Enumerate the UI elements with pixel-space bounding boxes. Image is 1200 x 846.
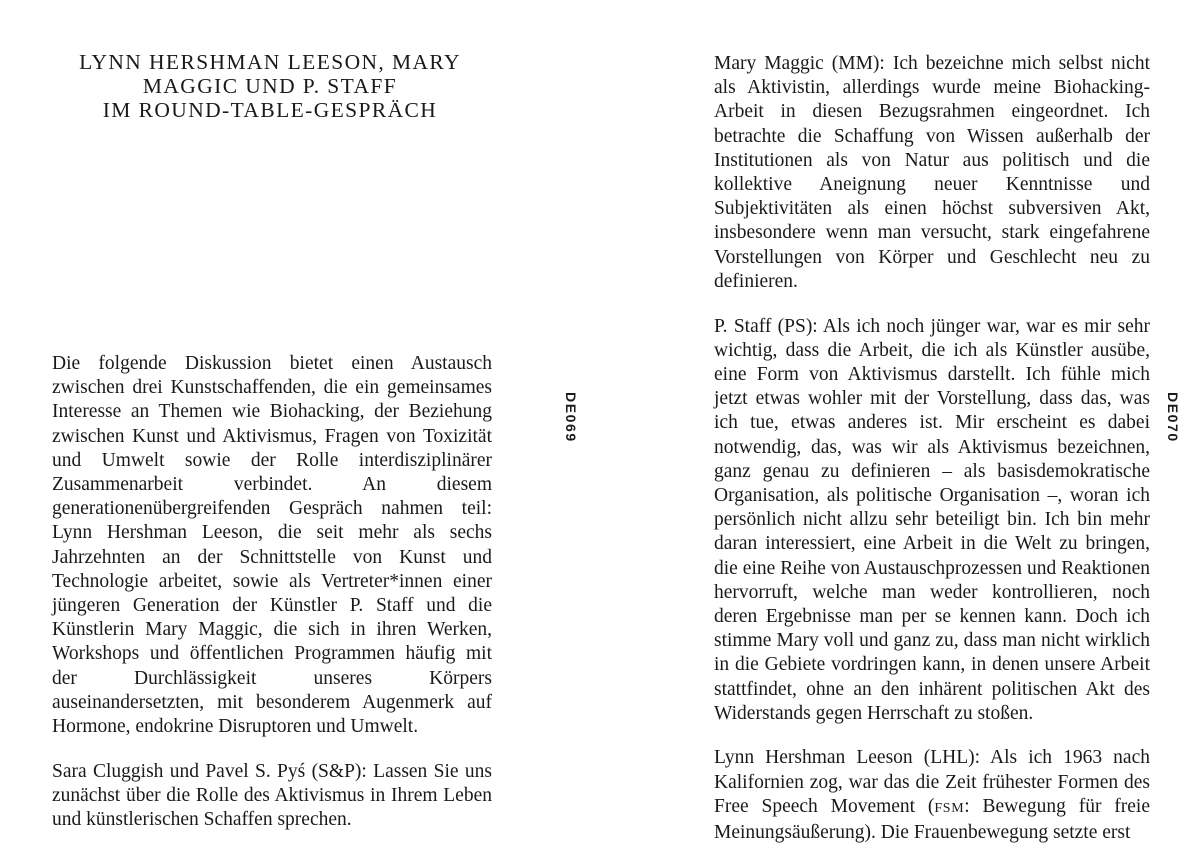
answer-paragraph-ps: P. Staff (PS): Als ich noch jünger war, war es mir sehr wichtig, dass die Arbeit, die ich als Künstler ausübe, eine Form von Aktivismus darstellt. Ich fühle mich jetzt etwas wohler mit der Vorstellung, dass das, was ich tue, etwas anderes ist. Mir erscheint es dabei notwendig, das, was wir als Aktivismus bezeichnen, ganz genau zu definieren – als basisdemokratische Organisation, als politische Organisation –, woran ich persönlich nicht allzu sehr beteiligt bin. Ich bin mehr daran interessiert, eine Arbeit in die Welt zu bringen, die eine Reihe von Austauschprozessen und Reaktionen hervorruft, welche man weder kontrollieren, noch deren Ergebnisse man per se kennen kann. Doch ich stimme Mary voll und ganz zu, dass man nicht wirklich in die Gebiete vordringen kann, in denen unsere Arbeit stattfindet, ohne an den inhärent politischen Akt des Widerstands gegen Herrschaft zu stoßen. [714,315,1150,724]
title-line: MAGGIC UND P. STAFF [142,74,398,98]
title-line: IM ROUND-TABLE-GESPRÄCH [102,98,438,122]
page-number-right: DE070 [1165,392,1181,443]
abbreviation-fsm: FSM [934,800,965,816]
interview-text [714,52,1150,845]
intro-paragraph: Die folgende Diskussion bietet einen Austausch zwischen drei Kunstschaffenden, die ein gemeinsames Interesse an Themen wie Biohacking, der Beziehung zwischen Kunst und Aktivismus, Fragen von Toxizität und Umwelt sowie der Rolle interdisziplinärer Zusammenarbeit verbindet. An diesem generationenübergreifenden Gespräch nahmen teil: Lynn Hershman Leeson, die seit mehr als sechs Jahrzehnten an der Schnittstelle von Kunst und Technologie arbeitet, sowie als Vertreter*innen einer jüngeren Generation der Künstler P. Staff und die Künstlerin Mary Maggic, die sich in ihren Werken, Workshops und öffentlichen Programmen häufig mit der Durchlässigkeit unseres Körpers auseinandersetzten, mit besonderem Augenmerk auf Hormone, endokrine Disruptoren und Umwelt. [52,353,492,738]
answer-paragraph-mm: Mary Maggic (MM): Ich bezeichne mich selbst nicht als Aktivistin, allerdings wurde meine Biohacking-Arbeit in diesen Bezugsrahmen eingeordnet. Ich betrachte die Schaffung von Wissen außerhalb der Institutionen als von Natur aus politisch und die kollektive Aneignung neuer Kenntnisse und Subjektivitäten als einen höchst subversiven Akt, insbesondere wenn man versucht, stark eingefahrene Vorstellungen von Körper und Geschlecht neu zu definieren. [714,53,1150,292]
intro-text [52,352,492,832]
answer-text-start: Lynn Hershman Leeson (LHL): Als ich 1963 nach Kalifornien zog, war das die Zeit frühester Formen des Free Speech Movement ( [714,747,1150,817]
answer-paragraph-lhl [714,746,1150,845]
question-paragraph: Sara Cluggish und Pavel S. Pyś (S&P): Lassen Sie uns zunächst über die Rolle des Aktivismus in Ihrem Leben und künstlerischen Schaffen sprechen. [52,760,492,831]
answer-text-end: : Bewegung für freie Meinungsäußerung). Die Frauenbewegung setzte erst [714,795,1150,844]
right-page [600,0,1200,846]
title-line: LYNN HERSHMAN LEESON, MARY [79,50,461,74]
page-number-left: DE069 [563,392,579,443]
article-title [50,50,490,122]
